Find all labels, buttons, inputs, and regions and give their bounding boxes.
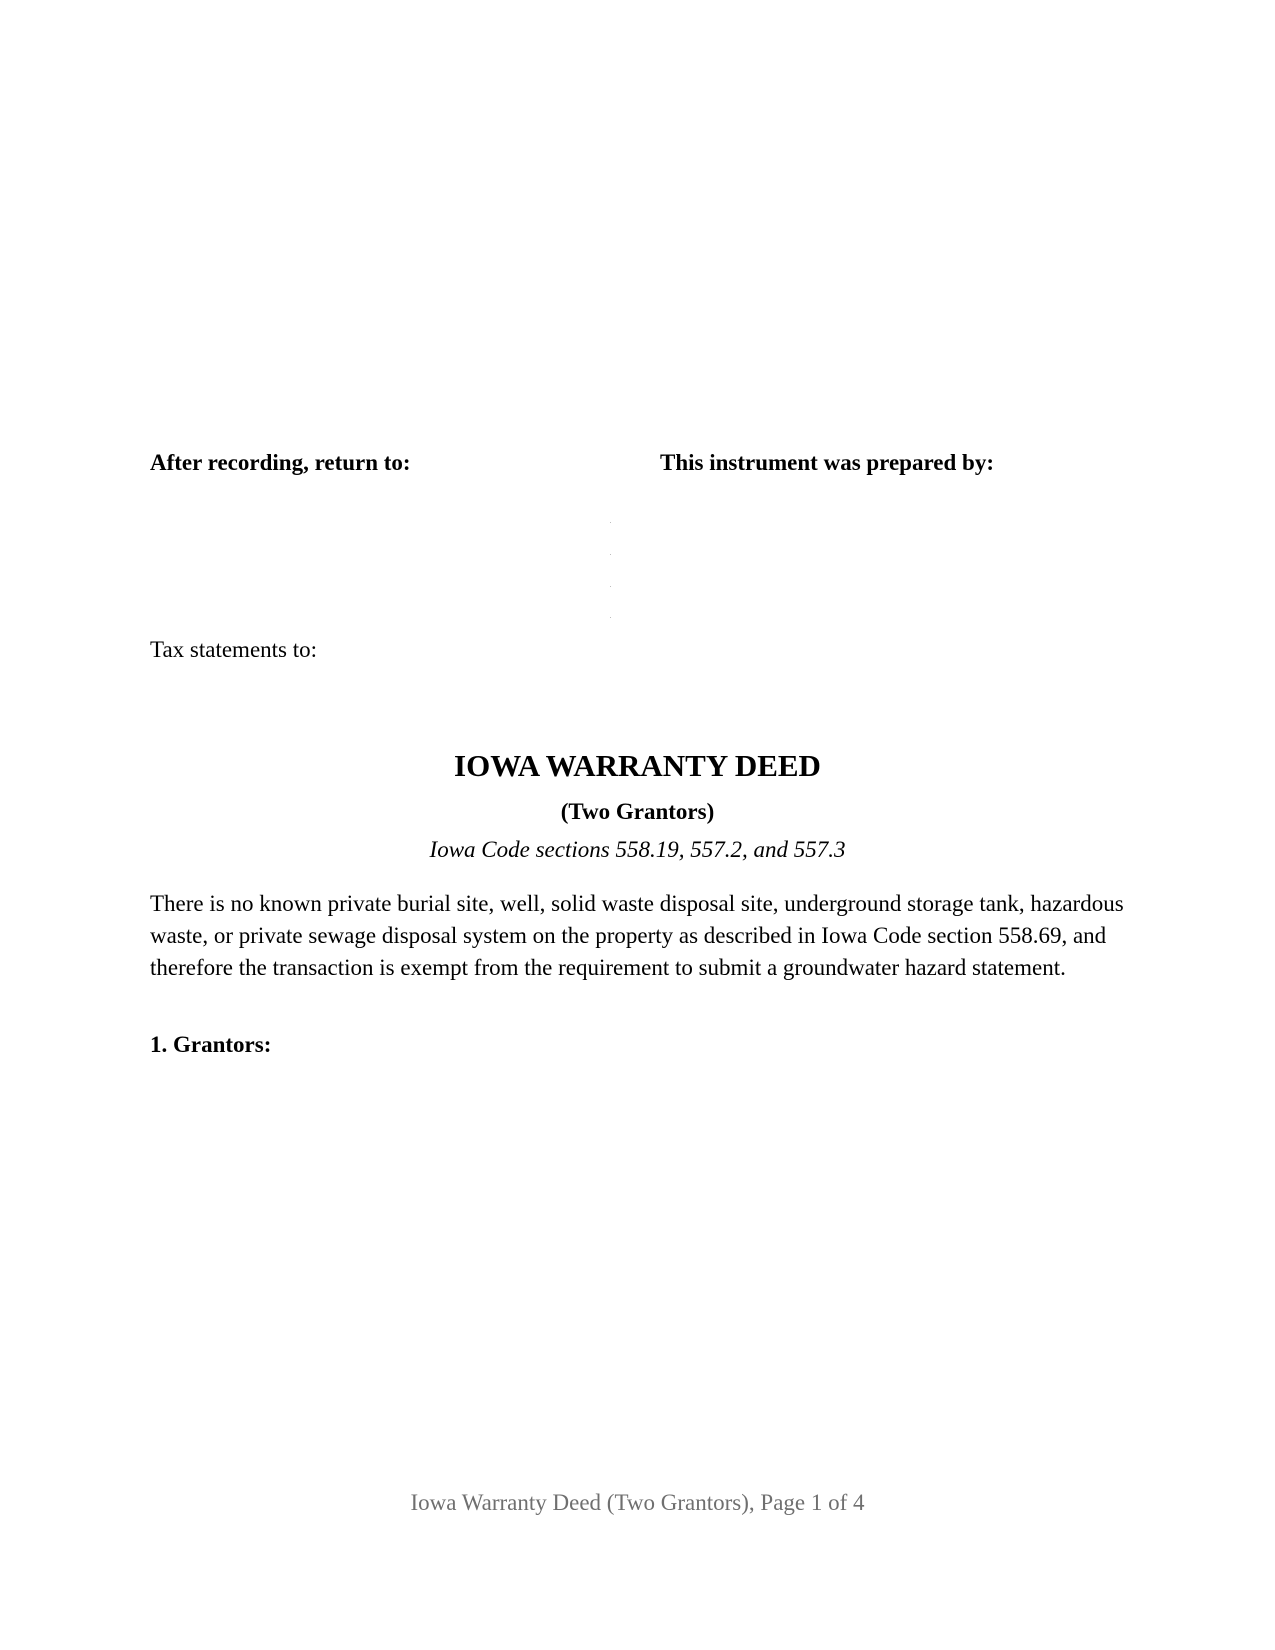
statute-reference: Iowa Code sections 558.19, 557.2, and 557.3 <box>429 837 846 862</box>
document-subtitle: (Two Grantors) <box>560 799 715 824</box>
divider-dot <box>610 617 611 618</box>
return-to-label: After recording, return to: <box>150 450 411 475</box>
tax-statements-label: Tax statements to: <box>150 637 318 662</box>
groundwater-hazard-paragraph: There is no known private burial site, well, solid waste disposal site, underground storage tank, hazardous waste, or private sewage disposal system on the property as described in Iowa Code section 558.69, and therefore the transaction is exempt from the requirement to submit a groundwater hazard statement. <box>150 891 1124 980</box>
document-title: IOWA WARRANTY DEED <box>454 748 821 783</box>
divider-dot <box>610 586 611 587</box>
divider-dot <box>610 522 611 523</box>
recording-header <box>150 450 1125 490</box>
grantors-heading: 1. Grantors: <box>150 1032 272 1057</box>
divider-dot <box>610 554 611 555</box>
prepared-by-label: This instrument was prepared by: <box>660 450 994 475</box>
page-footer: Iowa Warranty Deed (Two Grantors), Page 1 of 4 <box>410 1490 865 1515</box>
